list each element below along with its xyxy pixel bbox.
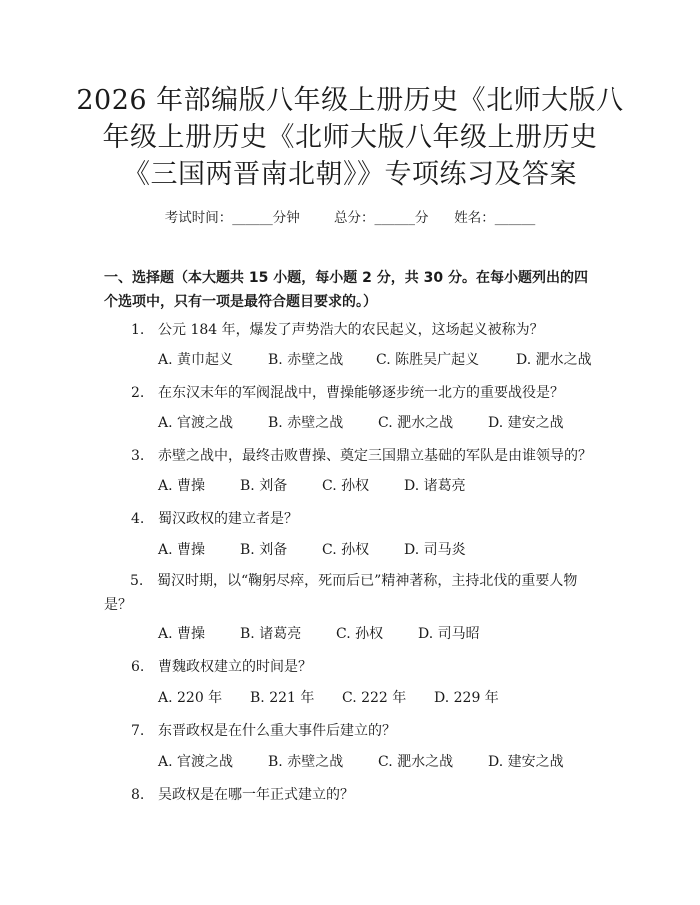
question-number: 2. bbox=[131, 385, 145, 401]
option-d: D. 司马炎 bbox=[404, 542, 466, 558]
option-a: A. 官渡之战 bbox=[158, 754, 234, 770]
option-c: C. 淝水之战 bbox=[378, 754, 454, 770]
title-line-2: 年级上册历史《北师大版八年级上册历史 bbox=[102, 122, 598, 153]
option-b: B. 221 年 bbox=[250, 690, 315, 706]
question-number: 7. bbox=[131, 723, 145, 739]
title-line-3: 《三国两晋南北朝》》专项练习及答案 bbox=[123, 159, 577, 190]
option-b: B. 赤壁之战 bbox=[268, 352, 344, 368]
option-a: A. 220 年 bbox=[158, 690, 223, 706]
question-number: 1. bbox=[131, 322, 145, 338]
question-7-options bbox=[158, 750, 564, 774]
question-stem: 在东汉末年的军阀混战中，曹操能够逐步统一北方的重要战役是？ bbox=[158, 385, 564, 401]
option-c: C. 孙权 bbox=[336, 626, 384, 642]
option-b: B. 刘备 bbox=[240, 542, 288, 558]
total-score-field: 总分：______分 bbox=[334, 210, 429, 226]
question-5 bbox=[104, 569, 596, 617]
question-stem: 赤壁之战中，最终击败曹操、奠定三国鼎立基础的军队是由谁领导的？ bbox=[158, 448, 592, 464]
option-c: C. 孙权 bbox=[322, 542, 370, 558]
question-stem: 吴政权是在哪一年正式建立的？ bbox=[158, 787, 354, 803]
question-1-options bbox=[158, 348, 592, 372]
question-5-options bbox=[158, 622, 480, 646]
option-a: A. 官渡之战 bbox=[158, 415, 234, 431]
document-title bbox=[70, 82, 630, 193]
option-a: A. 曹操 bbox=[158, 542, 206, 558]
student-name-field: 姓名：______ bbox=[454, 210, 536, 226]
question-3-options bbox=[158, 474, 466, 498]
question-stem: 蜀汉时期，以“鞠躬尽瘁，死而后已”精神著称，主持北伐的重要人物是？ bbox=[104, 573, 578, 613]
option-b: B. 刘备 bbox=[240, 478, 288, 494]
option-b: B. 赤壁之战 bbox=[268, 415, 344, 431]
question-2-options bbox=[158, 411, 564, 435]
option-c: C. 孙权 bbox=[322, 478, 370, 494]
option-c: C. 222 年 bbox=[342, 690, 407, 706]
question-number: 6. bbox=[131, 659, 145, 675]
exam-meta-line bbox=[0, 206, 700, 226]
section-heading: 一、选择题（本大题共 15 小题，每小题 2 分，共 30 分。在每小题列出的四个选项中，只有一项是最符合题目要求的。） bbox=[104, 270, 588, 310]
option-d: D. 司马昭 bbox=[418, 626, 480, 642]
option-c: C. 淝水之战 bbox=[378, 415, 454, 431]
question-stem: 蜀汉政权的建立者是？ bbox=[158, 511, 298, 527]
option-b: B. 赤壁之战 bbox=[268, 754, 344, 770]
option-d: D. 建安之战 bbox=[488, 754, 564, 770]
option-a: A. 曹操 bbox=[158, 478, 206, 494]
question-number: 4. bbox=[131, 511, 145, 527]
question-stem: 曹魏政权建立的时间是？ bbox=[158, 659, 312, 675]
question-number: 5. bbox=[130, 573, 144, 589]
option-b: B. 诸葛亮 bbox=[240, 626, 302, 642]
question-stem: 公元 184 年，爆发了声势浩大的农民起义，这场起义被称为？ bbox=[158, 322, 544, 338]
option-a: A. 曹操 bbox=[158, 626, 206, 642]
exam-time-field: 考试时间：______分钟 bbox=[164, 210, 300, 226]
option-d: D. 淝水之战 bbox=[516, 352, 592, 368]
question-number: 8. bbox=[131, 787, 145, 803]
question-6-options bbox=[158, 686, 499, 710]
option-d: D. 建安之战 bbox=[488, 415, 564, 431]
option-d: D. 229 年 bbox=[434, 690, 499, 706]
question-number: 3. bbox=[131, 448, 145, 464]
title-line-1: 2026 年部编版八年级上册历史《北师大版八 bbox=[76, 85, 624, 116]
option-a: A. 黄巾起义 bbox=[158, 352, 234, 368]
question-4-options bbox=[158, 538, 466, 562]
option-c: C. 陈胜吴广起义 bbox=[376, 352, 480, 368]
question-stem: 东晋政权是在什么重大事件后建立的？ bbox=[158, 723, 396, 739]
option-d: D. 诸葛亮 bbox=[404, 478, 466, 494]
